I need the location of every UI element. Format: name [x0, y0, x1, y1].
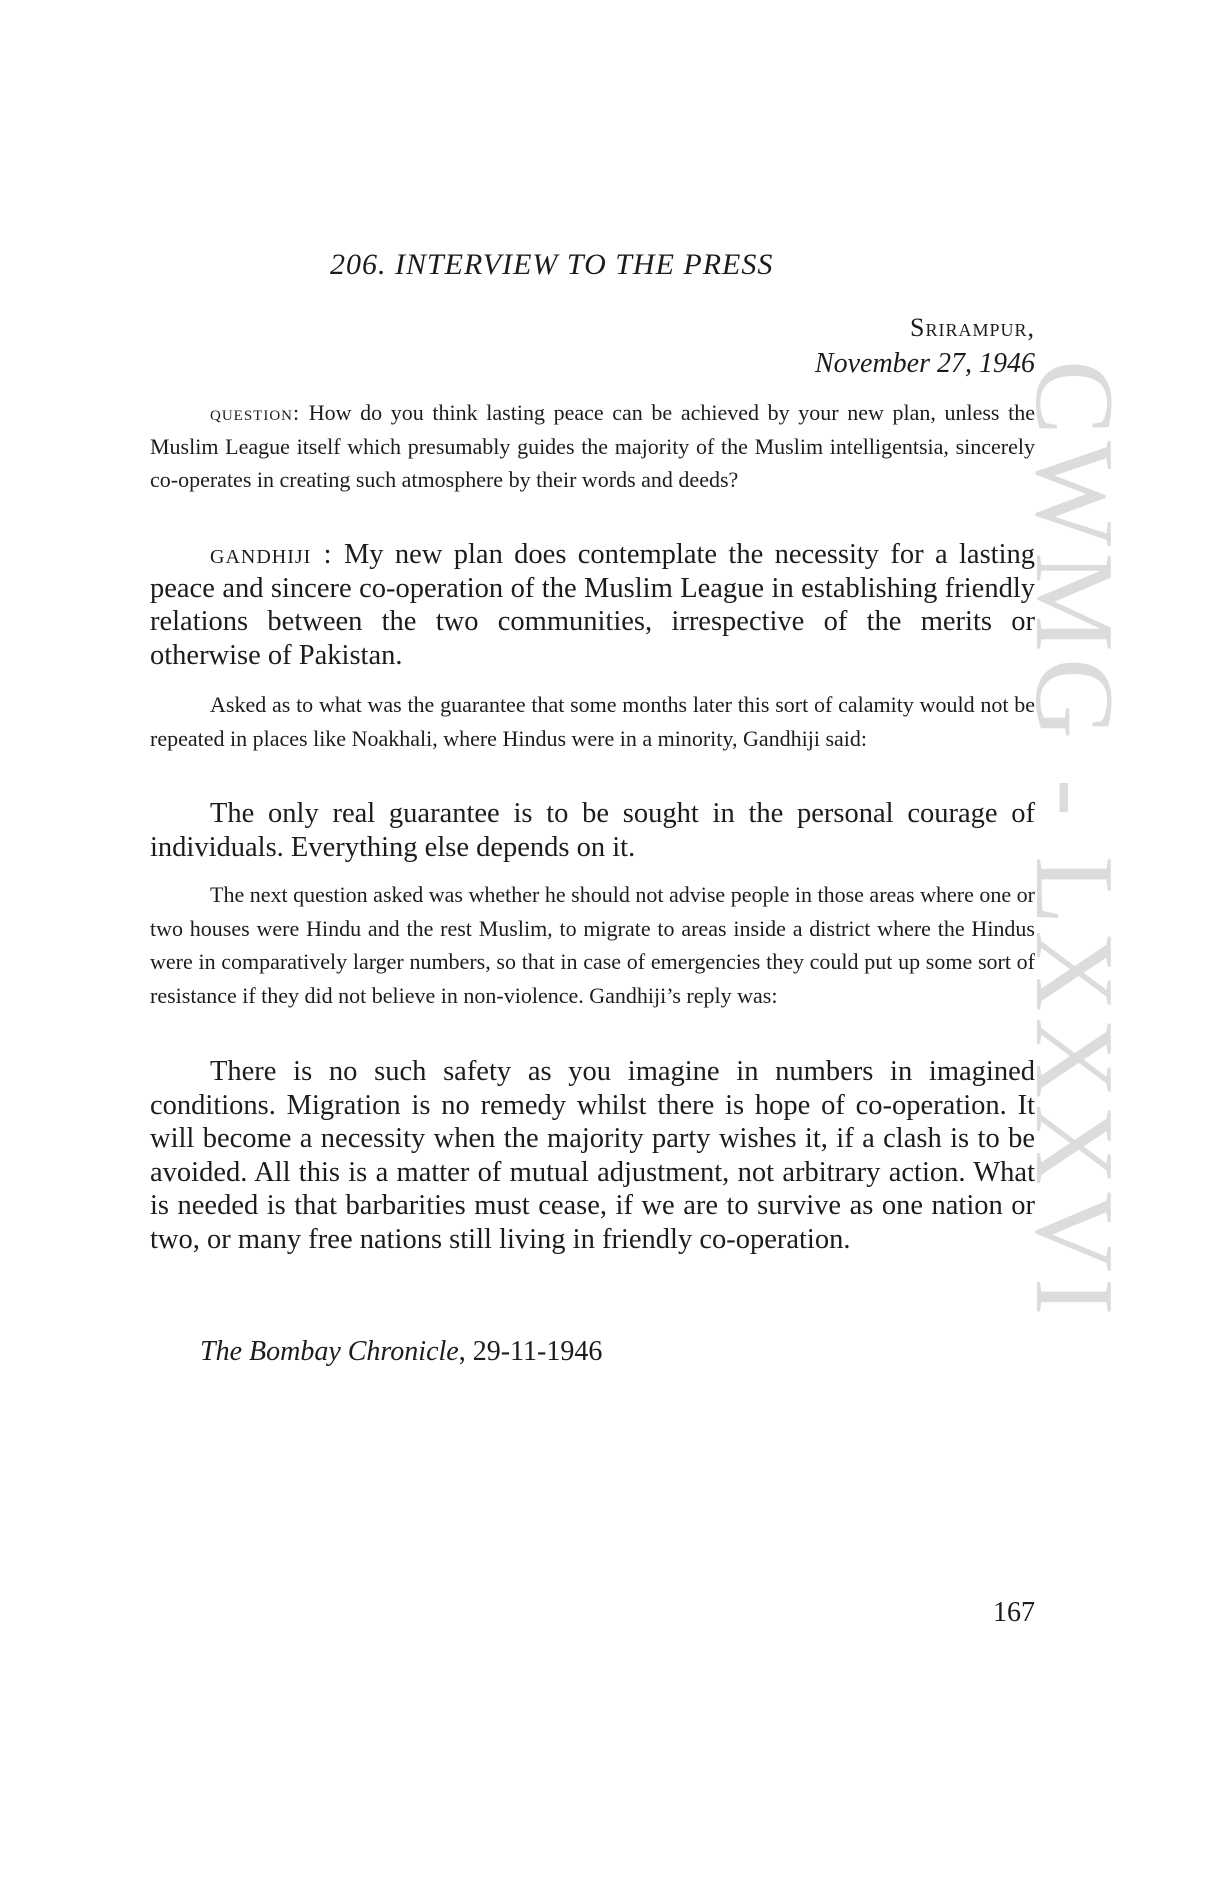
answer-paragraph-3: There is no such safety as you imagine in numbers in imagined conditions. Migration is no remedy whilst there is hope of co-operation. It will become a necessity when the majority party wishes it, if a clash is to be avoided. All this is a matter of mutual adjustment, not arbitrary action. What is needed is that barbarities must cease, if we are to survive as one nation or two, or many free nations still living in friendly co-operation. [150, 1056, 1035, 1255]
answer-label: gandhiji : [210, 539, 333, 570]
watermark: CWMG - LXXXVI [1012, 360, 1136, 1322]
narrative-paragraph-2: The next question asked was whether he should not advise people in those areas where one or two houses were Hindu and the rest Muslim, to migrate to areas inside a district where the Hindus were in comparatively larger numbers, so that in case of emergencies they could put up some sort of resistance if they did not believe in non-violence. Gandhiji’s reply was: [150, 882, 1035, 1008]
page [150, 0, 1035, 1890]
question-text: How do you think lasting peace can be achieved by your new plan, unless the Muslim League itself which presumably guides the majority of the Muslim intelligentsia, sincerely co-operates in creating such atmosphere by their words and deeds? [150, 400, 1036, 492]
answer-text-1: My new plan does contemplate the necessity for a lasting peace and sincere co-operation of the Muslim League in establishing friendly relations between the two communities, irrespective of the merits or otherwise of Pakistan. [150, 539, 1035, 671]
source-citation [150, 1335, 1035, 1369]
answer-paragraph-1 [150, 538, 1035, 672]
question-label: question: [210, 400, 301, 425]
source-date: , 29-11-1946 [458, 1336, 603, 1367]
source-title: The Bombay Chronicle [200, 1336, 459, 1367]
answer-paragraph-2: The only real guarantee is to be sought in the personal courage of individuals. Everything else depends on it. [150, 798, 1035, 863]
question-paragraph [150, 396, 1035, 497]
document-title: 206. INTERVIEW TO THE PRESS [330, 248, 774, 281]
dateline-place: Srirampur, [910, 313, 1035, 342]
dateline-date: November 27, 1946 [814, 348, 1035, 379]
narrative-paragraph-1: Asked as to what was the guarantee that some months later this sort of calamity would not be repeated in places like Noakhali, where Hindus were in a minority, Gandhiji said: [150, 692, 1035, 751]
page-number: 167 [993, 1597, 1035, 1628]
